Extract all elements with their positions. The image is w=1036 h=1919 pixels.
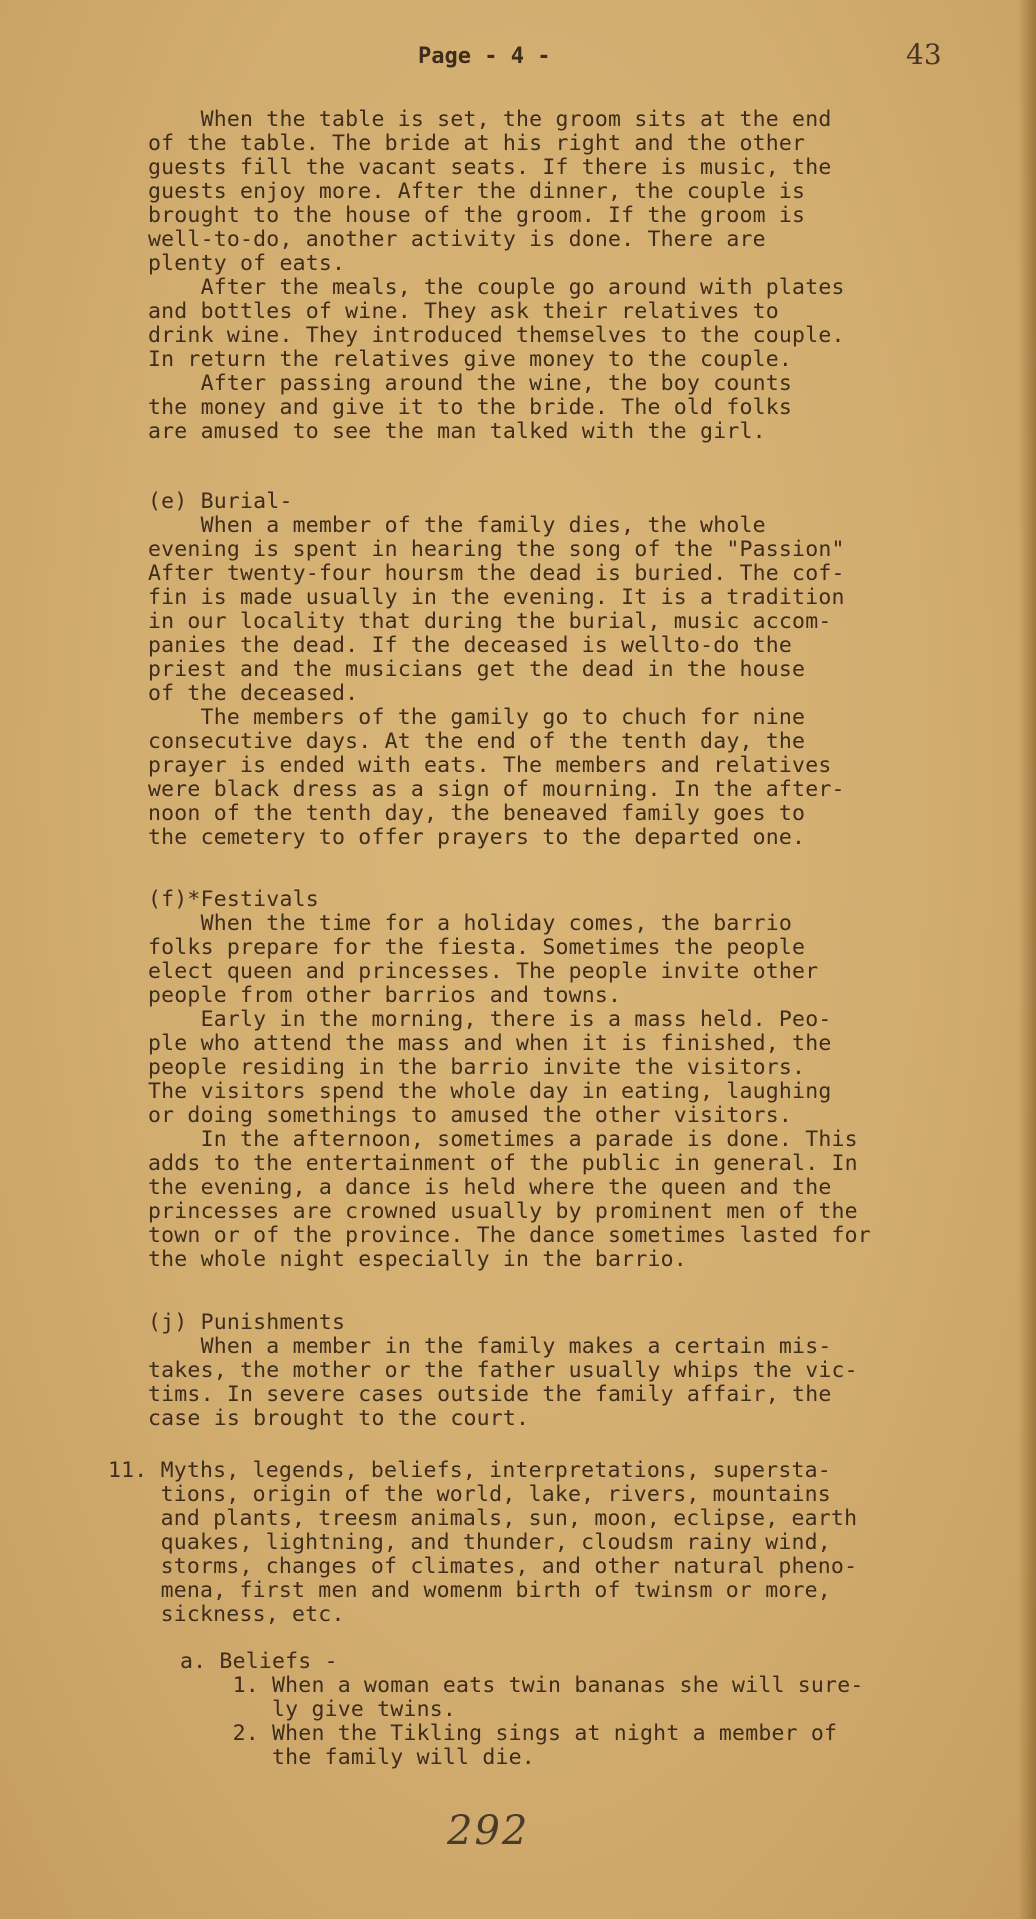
- text-line: quakes, lightning, and thunder, cloudsm rainy wind,: [108, 1530, 831, 1555]
- text-line: princesses are crowned usually by prominent men of the: [148, 1199, 858, 1224]
- text-line: case is brought to the court.: [148, 1406, 530, 1431]
- text-line: guests enjoy more. After the dinner, the couple is: [148, 179, 806, 204]
- text-line: (f)*Festivals: [148, 887, 319, 912]
- text-line: takes, the mother or the father usually whips the vic-: [148, 1358, 858, 1383]
- text-line: priest and the musicians get the dead in the house: [148, 657, 806, 682]
- text-line: When a member in the family makes a certain mis-: [148, 1334, 832, 1359]
- text-line: tims. In severe cases outside the family affair, the: [148, 1382, 832, 1407]
- text-line: the cemetery to offer prayers to the departed one.: [148, 825, 806, 850]
- text-line: noon of the tenth day, the beneaved family goes to: [148, 801, 806, 826]
- text-line: are amused to see the man talked with the girl.: [148, 419, 766, 444]
- text-line: When the time for a holiday comes, the barrio: [148, 911, 793, 936]
- text-line: brought to the house of the groom. If the groom is: [148, 203, 806, 228]
- text-line: prayer is ended with eats. The members and relatives: [148, 753, 832, 778]
- text-line: people residing in the barrio invite the visitors.: [148, 1055, 806, 1080]
- section-wedding: [148, 108, 845, 444]
- text-line: (j) Punishments: [148, 1310, 346, 1335]
- text-line: In return the relatives give money to the couple.: [148, 347, 793, 372]
- text-line: In the afternoon, sometimes a parade is done. This: [148, 1127, 858, 1152]
- page-header: Page - 4 -: [418, 44, 551, 69]
- text-line: the money and give it to the bride. The old folks: [148, 395, 793, 420]
- text-line: elect queen and princesses. The people invite other: [148, 959, 819, 984]
- text-line: The members of the gamily go to chuch for nine: [148, 705, 806, 730]
- text-line: panies the dead. If the deceased is wellto-do the: [148, 633, 793, 658]
- text-line: When the table is set, the groom sits at the end: [148, 107, 832, 132]
- text-line: After passing around the wine, the boy counts: [148, 371, 793, 396]
- text-line: When a member of the family dies, the whole: [148, 513, 766, 538]
- text-line: mena, first men and womenm birth of twinsm or more,: [108, 1578, 831, 1603]
- text-line: 11. Myths, legends, beliefs, interpretations, supersta-: [108, 1458, 831, 1483]
- section-punishments: [148, 1311, 858, 1431]
- text-line: well-to-do, another activity is done. There are: [148, 227, 766, 252]
- text-line: town or of the province. The dance sometimes lasted for: [148, 1223, 871, 1248]
- text-line: people from other barrios and towns.: [148, 983, 622, 1008]
- text-line: the whole night especially in the barrio.: [148, 1247, 687, 1272]
- text-line: storms, changes of climates, and other natural pheno-: [108, 1554, 858, 1579]
- text-line: Early in the morning, there is a mass held. Peo-: [148, 1007, 832, 1032]
- text-line: fin is made usually in the evening. It is a tradition: [148, 585, 845, 610]
- text-line: adds to the entertainment of the public in general. In: [148, 1151, 858, 1176]
- section-myths: [108, 1459, 857, 1627]
- text-line: After twenty-four hoursm the dead is buried. The cof-: [148, 561, 845, 586]
- text-line: The visitors spend the whole day in eating, laughing: [148, 1079, 832, 1104]
- text-line: 1. When a woman eats twin bananas she will sure-: [180, 1673, 864, 1698]
- text-line: or doing somethings to amused the other visitors.: [148, 1103, 793, 1128]
- handwritten-number: 292: [447, 1808, 530, 1854]
- text-line: consecutive days. At the end of the tenth day, the: [148, 729, 806, 754]
- page-number: 43: [906, 38, 942, 71]
- text-line: were black dress as a sign of mourning. In the after-: [148, 777, 845, 802]
- text-line: a. Beliefs -: [180, 1649, 338, 1674]
- text-line: evening is spent in hearing the song of the "Passion": [148, 537, 845, 562]
- text-line: and plants, treesm animals, sun, moon, eclipse, earth: [108, 1506, 858, 1531]
- text-line: and bottles of wine. They ask their relatives to: [148, 299, 779, 324]
- section-festivals: [148, 888, 871, 1272]
- text-line: ple who attend the mass and when it is finished, the: [148, 1031, 832, 1056]
- text-line: of the deceased.: [148, 681, 359, 706]
- text-line: (e) Burial-: [148, 489, 293, 514]
- text-line: of the table. The bride at his right and the other: [148, 131, 806, 156]
- text-line: 2. When the Tikling sings at night a member of: [180, 1721, 838, 1746]
- text-line: sickness, etc.: [108, 1602, 345, 1627]
- text-line: guests fill the vacant seats. If there is music, the: [148, 155, 832, 180]
- text-line: plenty of eats.: [148, 251, 346, 276]
- text-line: in our locality that during the burial, music accom-: [148, 609, 832, 634]
- section-burial: [148, 490, 845, 850]
- text-line: After the meals, the couple go around with plates: [148, 275, 845, 300]
- text-line: the family will die.: [180, 1745, 535, 1770]
- page-edge-shadow: [1018, 0, 1036, 1919]
- text-line: ly give twins.: [180, 1697, 457, 1722]
- text-line: the evening, a dance is held where the queen and the: [148, 1175, 832, 1200]
- text-line: tions, origin of the world, lake, rivers, mountains: [108, 1482, 831, 1507]
- text-line: folks prepare for the fiesta. Sometimes the people: [148, 935, 806, 960]
- text-line: drink wine. They introduced themselves to the couple.: [148, 323, 845, 348]
- section-beliefs: [180, 1650, 864, 1770]
